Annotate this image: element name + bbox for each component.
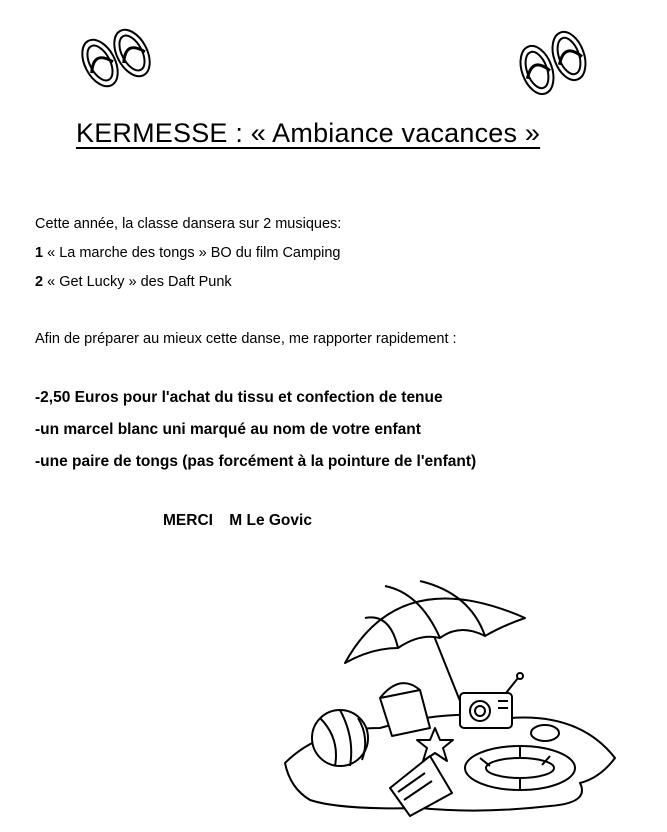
intro-text: Cette année, la classe dansera sur 2 musiques: bbox=[35, 216, 342, 232]
item-flip-flops: -une paire de tongs (pas forcément à la pointure de l'enfant) bbox=[35, 453, 477, 470]
song-title: « Get Lucky » des Daft Punk bbox=[43, 274, 232, 290]
signature-name: M Le Govic bbox=[229, 512, 312, 529]
flip-flops-icon bbox=[505, 18, 605, 100]
beach-scene-icon bbox=[280, 578, 620, 818]
request-text: Afin de préparer au mieux cette danse, me rapporter rapidement : bbox=[35, 331, 457, 347]
item-money: -2,50 Euros pour l'achat du tissu et confection de tenue bbox=[35, 389, 443, 406]
item-tank-top: -un marcel blanc uni marqué au nom de votre enfant bbox=[35, 421, 421, 438]
song-1 bbox=[35, 245, 340, 261]
page-title: KERMESSE : « Ambiance vacances » bbox=[76, 118, 541, 148]
signature bbox=[163, 512, 312, 530]
flip-flops-icon bbox=[70, 18, 170, 90]
song-number: 2 bbox=[35, 274, 44, 290]
song-title: « La marche des tongs » BO du film Camping bbox=[43, 245, 341, 261]
song-2 bbox=[35, 274, 232, 290]
song-number: 1 bbox=[35, 245, 44, 261]
signature-thanks: MERCI bbox=[163, 512, 213, 529]
